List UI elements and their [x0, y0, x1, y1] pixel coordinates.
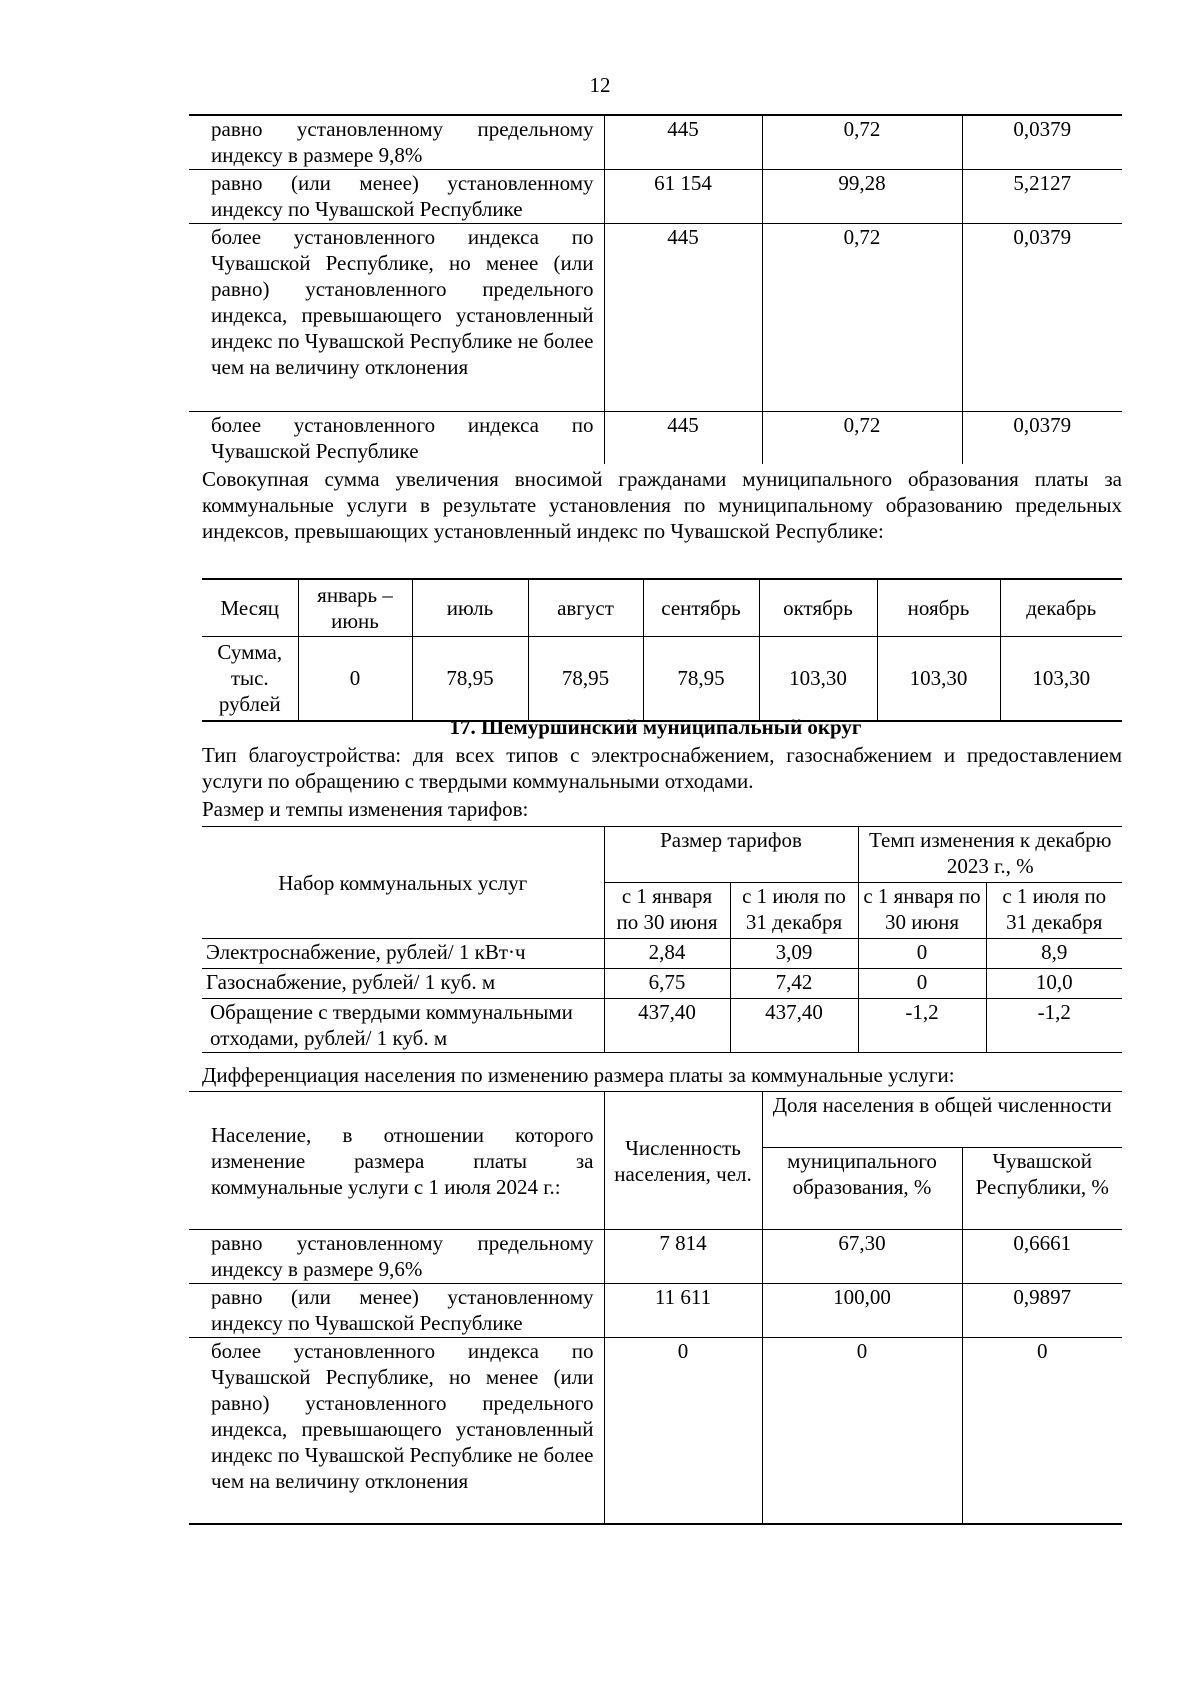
sum-cell: 103,30 — [759, 637, 877, 721]
tariff-size-header: Размер тарифов — [604, 827, 858, 883]
population-continuation-table — [189, 114, 1122, 464]
service-name: Обращение с твердыми коммунальными отходами, рублей/ 1 куб. м — [202, 999, 604, 1053]
tariff-rate-jul: 8,9 — [986, 939, 1122, 969]
tariff-size-jan: 2,84 — [604, 939, 730, 969]
services-header: Набор коммунальных услуг — [202, 827, 604, 939]
republic-header: Чувашской Республики, % — [962, 1148, 1122, 1230]
sum-cell: 78,95 — [643, 637, 759, 721]
sum-cell: 103,30 — [877, 637, 1000, 721]
sum-cell: 78,95 — [528, 637, 643, 721]
population-count: 445 — [604, 411, 762, 464]
share-header: Доля населения в общей численности — [762, 1092, 1122, 1148]
sub-header-jan: с 1 января по 30 июня — [604, 883, 730, 939]
population-count: 445 — [604, 115, 762, 169]
table-row — [189, 411, 1122, 464]
month-cell: ноябрь — [877, 579, 1000, 637]
table-row — [189, 1230, 1122, 1284]
population-count: 11 611 — [604, 1284, 762, 1338]
republic-share: 0,0379 — [962, 411, 1122, 464]
sum-row-label: Сумма, тыс. рублей — [202, 637, 298, 721]
row-label: более установленного индекса по Чувашской Республике, но менее (или равно) установленного предельного индекса, превышающего установленный индекс по Чувашской Республике не более чем на величину отклонения — [189, 1338, 604, 1524]
sum-cell: 103,30 — [1000, 637, 1122, 721]
municipal-share: 100,00 — [762, 1284, 962, 1338]
republic-share: 0,6661 — [962, 1230, 1122, 1284]
row-label: равно (или менее) установленному индексу по Чувашской Республике — [189, 1284, 604, 1338]
service-name: Газоснабжение, рублей/ 1 куб. м — [202, 969, 604, 999]
sum-cell: 78,95 — [412, 637, 528, 721]
tariffs-intro: Размер и темпы изменения тарифов: — [202, 797, 529, 821]
row-label: более установленного индекса по Чувашской Республике — [211, 412, 594, 463]
table-row — [202, 969, 1122, 999]
tariff-size-jan: 6,75 — [604, 969, 730, 999]
improvement-type-paragraph: Тип благоустройства: для всех типов с электроснабжением, газоснабжением и предоставлением услуги по обращению с твердыми коммунальными отходами. — [202, 743, 1122, 793]
total-increase-paragraph: Совокупная сумма увеличения вносимой гражданами муниципального образования платы за коммунальные услуги в результате установления по муниципальному образованию предельных индексов, превышающих установленный индекс по Чувашской Республике: — [202, 467, 1122, 543]
municipal-share: 67,30 — [762, 1230, 962, 1284]
month-cell: сентябрь — [643, 579, 759, 637]
month-cell: октябрь — [759, 579, 877, 637]
row-label: более установленного индекса по Чувашской Республике, но менее (или равно) установленного предельного индекса, превышающего установленный индекс по Чувашской Республике не более чем на величину отклонения — [189, 223, 604, 411]
differentiation-intro: Дифференциация населения по изменению размера платы за коммунальные услуги: — [202, 1063, 955, 1087]
table-row — [189, 223, 1122, 411]
republic-share: 0,0379 — [962, 115, 1122, 169]
table-row — [189, 1284, 1122, 1338]
tariff-rate-jul: 10,0 — [986, 969, 1122, 999]
table-row — [189, 1092, 1122, 1148]
municipal-share: 0,72 — [762, 115, 962, 169]
tariff-rate-jul: -1,2 — [986, 999, 1122, 1053]
republic-share: 0,0379 — [962, 223, 1122, 411]
row-label: равно (или менее) установленному индексу по Чувашской Республике — [189, 169, 604, 223]
municipal-share: 0,72 — [762, 411, 962, 464]
population-count: 61 154 — [604, 169, 762, 223]
republic-share: 5,2127 — [962, 169, 1122, 223]
tariff-rate-header: Темп изменения к декабрю 2023 г., % — [858, 827, 1122, 883]
month-cell: декабрь — [1000, 579, 1122, 637]
tariff-rate-jan: -1,2 — [858, 999, 986, 1053]
month-cell: январь – июнь — [298, 579, 412, 637]
table-row — [189, 1338, 1122, 1524]
population-count: 445 — [604, 223, 762, 411]
population-differentiation-table — [189, 1091, 1122, 1525]
count-header: Численность населения, чел. — [604, 1092, 762, 1230]
tariff-size-jul: 3,09 — [730, 939, 858, 969]
table-row — [202, 827, 1122, 883]
tariff-rate-jan: 0 — [858, 969, 986, 999]
table-row — [202, 939, 1122, 969]
service-name: Электроснабжение, рублей/ 1 кВт·ч — [202, 939, 604, 969]
tariff-size-jul: 437,40 — [730, 999, 858, 1053]
sum-cell: 0 — [298, 637, 412, 721]
sub-header-jul: с 1 июля по 31 декабря — [730, 883, 858, 939]
sub-header-jan: с 1 января по 30 июня — [858, 883, 986, 939]
municipal-share: 0 — [762, 1338, 962, 1524]
population-count: 0 — [604, 1338, 762, 1524]
section-title: 17. Шемуршинский муниципальный округ — [449, 715, 862, 739]
republic-share: 0 — [962, 1338, 1122, 1524]
row-label: равно установленному предельному индексу в размере 9,8% — [189, 115, 604, 169]
population-header: Население, в отношении которого изменение размера платы за коммунальные услуги с 1 июля 2024 г.: — [189, 1092, 604, 1230]
tariff-size-jul: 7,42 — [730, 969, 858, 999]
row-label: равно установленному предельному индексу в размере 9,6% — [189, 1230, 604, 1284]
tariff-size-jan: 437,40 — [604, 999, 730, 1053]
population-count: 7 814 — [604, 1230, 762, 1284]
sub-header-jul: с 1 июля по 31 декабря — [986, 883, 1122, 939]
tariff-rate-jan: 0 — [858, 939, 986, 969]
month-cell: август — [528, 579, 643, 637]
month-header-label: Месяц — [202, 579, 298, 637]
tariffs-table — [202, 826, 1122, 1053]
table-row — [189, 115, 1122, 169]
month-cell: июль — [412, 579, 528, 637]
table-row — [202, 579, 1122, 637]
municipal-share: 99,28 — [762, 169, 962, 223]
table-row — [202, 637, 1122, 721]
municipal-header: муниципального образования, % — [762, 1148, 962, 1230]
table-row — [202, 999, 1122, 1053]
municipal-share: 0,72 — [762, 223, 962, 411]
monthly-sum-table — [202, 578, 1122, 722]
table-row — [189, 169, 1122, 223]
republic-share: 0,9897 — [962, 1284, 1122, 1338]
page-number: 12 — [589, 73, 611, 97]
